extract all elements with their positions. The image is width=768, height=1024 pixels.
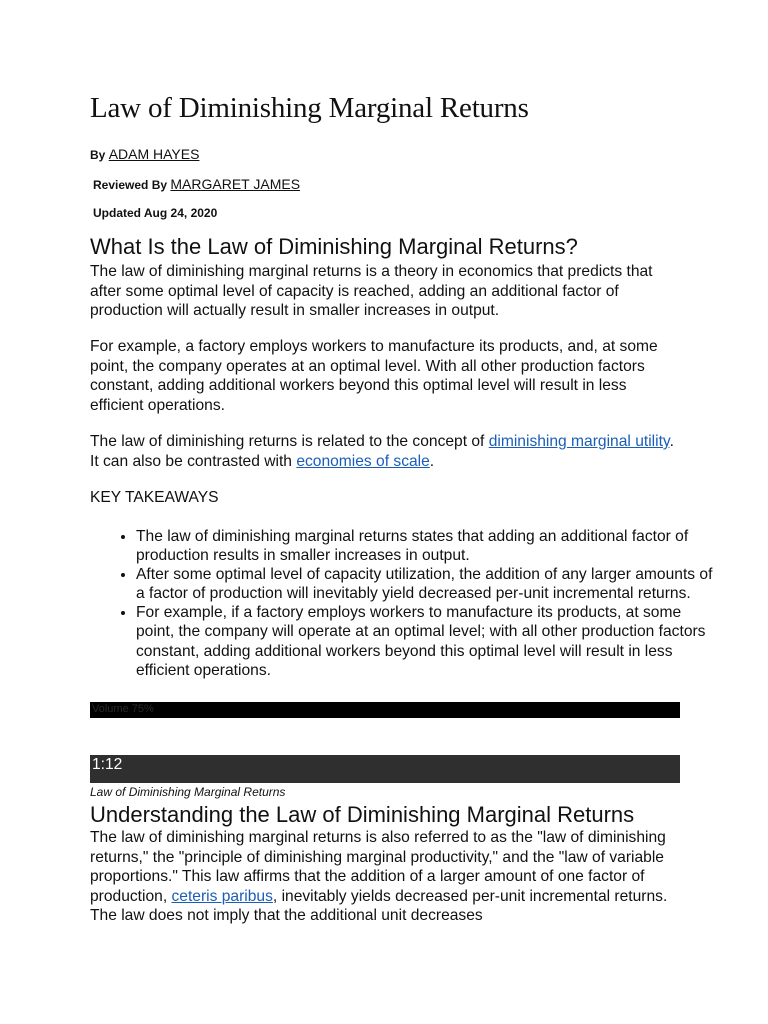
understanding-text-after: , inevitably yields decreased per-unit incremental returns. The law does not imply that the additional unit decreases xyxy=(90,887,668,924)
economies-of-scale-link[interactable]: economies of scale xyxy=(296,452,430,470)
list-item: • For example, if a factory employs workers to manufacture its products, at some point, the company will operate at an optimal level; with all other production factors constant, adding additional workers beyond this optimal level will result in less efficient operations. xyxy=(136,603,716,679)
updated-date: Updated Aug 24, 2020 xyxy=(93,206,218,220)
related-text-middle: . It can also be contrasted with xyxy=(90,433,674,470)
reviewer-byline xyxy=(93,176,300,192)
ceteris-paribus-link[interactable]: ceteris paribus xyxy=(171,887,273,905)
related-text-before: The law of diminishing returns is related to the concept of xyxy=(90,433,489,450)
video-timestamp: 1:12 xyxy=(92,756,123,773)
paragraph-example: For example, a factory employs workers to manufacture its products, and, at some point, the company operates at an optimal level. With all other production factors constant, adding additional workers beyond this optimal level will result in less efficient operations. xyxy=(90,338,658,414)
reviewed-by-label: Reviewed By xyxy=(93,178,168,192)
reviewer-link[interactable]: MARGARET JAMES xyxy=(170,176,301,192)
understanding-text-before: The law of diminishing marginal returns is also referred to as the "law of diminishing returns," the "principle of diminishing marginal productivity," and the "law of variable proportions." This law affirms that the addition of a larger amount of one factor of production, xyxy=(90,829,666,905)
key-takeaways-list xyxy=(90,527,716,680)
video-caption: Law of Diminishing Marginal Returns xyxy=(90,785,286,799)
section-heading-what-is: What Is the Law of Diminishing Marginal Returns? xyxy=(90,234,578,259)
author-link[interactable]: ADAM HAYES xyxy=(108,146,200,162)
video-volume-bar[interactable] xyxy=(90,702,680,718)
section-heading-understanding: Understanding the Law of Diminishing Marginal Returns xyxy=(90,802,635,827)
list-item: • The law of diminishing marginal returns states that adding an additional factor of production results in smaller increases in output. xyxy=(136,527,716,565)
diminishing-marginal-utility-link[interactable]: diminishing marginal utility xyxy=(488,433,670,450)
paragraph-understanding xyxy=(90,828,680,926)
video-time-bar[interactable] xyxy=(90,755,680,783)
page-title: Law of Diminishing Marginal Returns xyxy=(90,92,529,124)
author-byline xyxy=(90,146,199,162)
paragraph-related-concepts xyxy=(90,432,680,471)
list-item: • After some optimal level of capacity utilization, the addition of any larger amounts of a factor of production will inevitably yield decreased per-unit incremental returns. xyxy=(136,565,716,603)
by-label: By xyxy=(90,148,106,162)
related-text-after: . xyxy=(429,452,435,470)
volume-label: Volume 75% xyxy=(92,703,154,715)
paragraph-definition: The law of diminishing marginal returns is a theory in economics that predicts that after some optimal level of capacity is reached, adding an additional factor of production will actually result in smaller increases in output. xyxy=(90,263,653,319)
key-takeaways-heading: KEY TAKEAWAYS xyxy=(90,489,219,506)
